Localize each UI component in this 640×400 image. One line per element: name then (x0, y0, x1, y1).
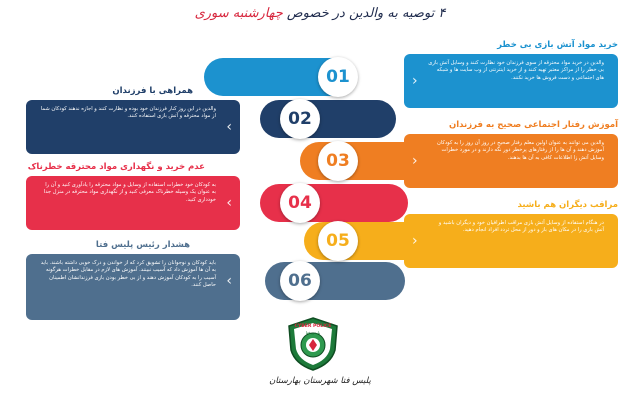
chevron-right-icon: › (226, 119, 232, 135)
chevron-right-icon: › (226, 273, 232, 289)
chevron-right-icon: › (226, 195, 232, 211)
step-4-text: به کودکان خود خطرات استفاده از وسایل و مواد محترقه را یادآوری کنید و آن را به عنوان یک وسیله خطرناک معرفی کنید و از نگهداری مواد محترقه در منزل جدا خودداری کنید. (43, 182, 216, 203)
chevron-left-icon: ‹ (412, 233, 418, 249)
cyber-police-logo (285, 316, 341, 372)
step-6-number: 06 (280, 261, 320, 301)
step-4-heading: عدم خرید و نگهداری مواد محترقه خطرناک (27, 162, 205, 172)
logo-inner-text: پلیس فتا (305, 330, 321, 335)
step-2-text: والدین در این روز کنار فرزندان خود بوده و نظارت کنند و اجازه ندهند کودکان شما از مواد محترقه و آتش بازی استفاده کنند. (40, 106, 216, 120)
step-1-text: والدین در خرید مواد محترقه از سوی فرزندان خود نظارت کنند و وسایل آتش بازی بی خطر را از مراکز معتبر تهیه کنند و از خرید اینترنتی از وب سایت ها و شبکه های اجتماعی و دست فروش ها خرید نکنند. (428, 60, 604, 81)
step-5-card (404, 214, 618, 268)
step-1-heading: خرید مواد آتش بازی بی خطر (497, 40, 618, 50)
step-3-card (404, 134, 618, 188)
step-5-number: 05 (318, 221, 358, 261)
page-title (0, 6, 640, 21)
footer-text: پلیس فتا شهرستان بهارستان (269, 376, 371, 386)
step-2-heading: همراهی با فرزندان (112, 86, 193, 96)
step-1-card (404, 54, 618, 108)
step-2-card (26, 100, 240, 154)
step-3-text: والدین می توانند به عنوان اولین معلم رفتار صحیح در روز آن روز را به کودکان آموزش دهند و آن ها را از رفتارهای پرخطر دور نگه دارند و در مورد خطرات وسایل آتش زا اطلاعات کافی به آن ها بدهند. (437, 140, 604, 161)
step-3-heading: آموزش رفتار اجتماعی صحیح به فرزندان (448, 120, 618, 130)
step-6-heading: هشدار رئیس پلیس فتا (95, 240, 190, 250)
step-2-number: 02 (280, 99, 320, 139)
step-6-text: باید کودکان و نوجوانان را تشویق کرد که از خواندن و درک خوبی داشته باشند. باید به آن ها آموزش داد که آسیب نبینند. آموزش های لازم در مقابل خطرات هرگونه آسیب را به کودکان آموزش دهند و از بی خطر بودن بازی فرزندانشان اطمینان حاصل کنند. (40, 260, 216, 289)
step-5-heading: مراقب دیگران هم باشید (517, 200, 618, 210)
title-highlight: چهارشنبه سوری (194, 6, 283, 21)
step-1-number: 01 (318, 57, 358, 97)
step-5-text: در هنگام استفاده از وسایل آتش بازی مراقب اطرافیان خود و دیگران باشید و آتش بازی را در مکان های باز و دور از محل تردد افراد انجام دهید. (438, 220, 604, 234)
step-3-number: 03 (318, 141, 358, 181)
step-4-card (26, 176, 240, 230)
chevron-left-icon: ‹ (412, 153, 418, 169)
chevron-left-icon: ‹ (412, 73, 418, 89)
step-4-number: 04 (280, 183, 320, 223)
title-prefix: ۴ توصیه به والدین در خصوص (286, 6, 446, 21)
logo-caption: CYBER POLICE (294, 324, 332, 329)
step-6-card (26, 254, 240, 320)
